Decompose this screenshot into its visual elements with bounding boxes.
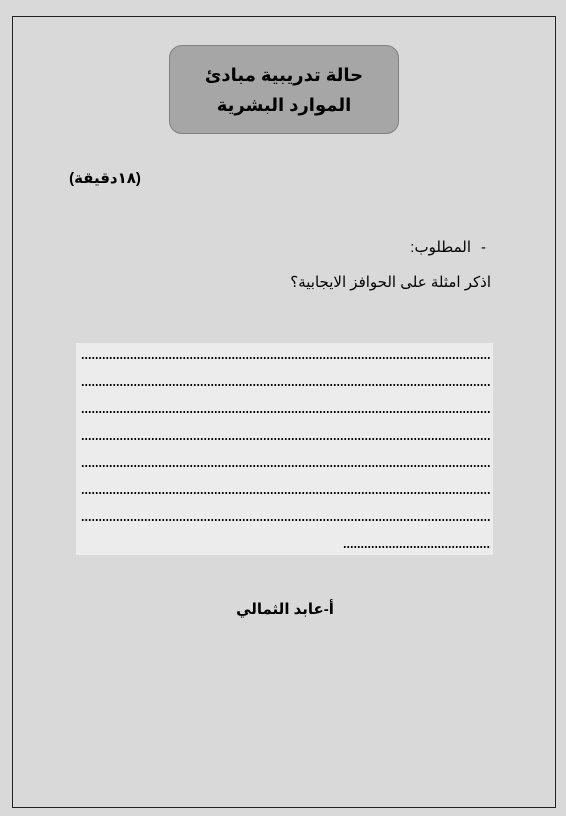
title-box — [169, 45, 399, 134]
answer-line — [81, 411, 491, 413]
title-line-1: حالة تدريبية مبادئ — [204, 64, 364, 85]
bullet-dash: - — [481, 239, 486, 256]
author-signature: أ-عابد الثمالي — [236, 601, 334, 618]
answer-line — [81, 492, 491, 494]
answer-line — [81, 519, 491, 521]
answer-line — [81, 384, 491, 386]
required-heading — [410, 238, 486, 256]
duration-label: (١٨دقيقة) — [69, 170, 141, 187]
answer-line — [81, 465, 491, 467]
title-line-2: الموارد البشرية — [216, 94, 352, 115]
answer-line — [81, 438, 491, 440]
question-text: اذكر امثلة على الحوافز الايجابية؟ — [290, 274, 491, 291]
answer-line — [343, 546, 491, 548]
required-label: المطلوب: — [410, 239, 471, 256]
answer-area[interactable] — [76, 343, 493, 555]
answer-line — [81, 357, 491, 359]
